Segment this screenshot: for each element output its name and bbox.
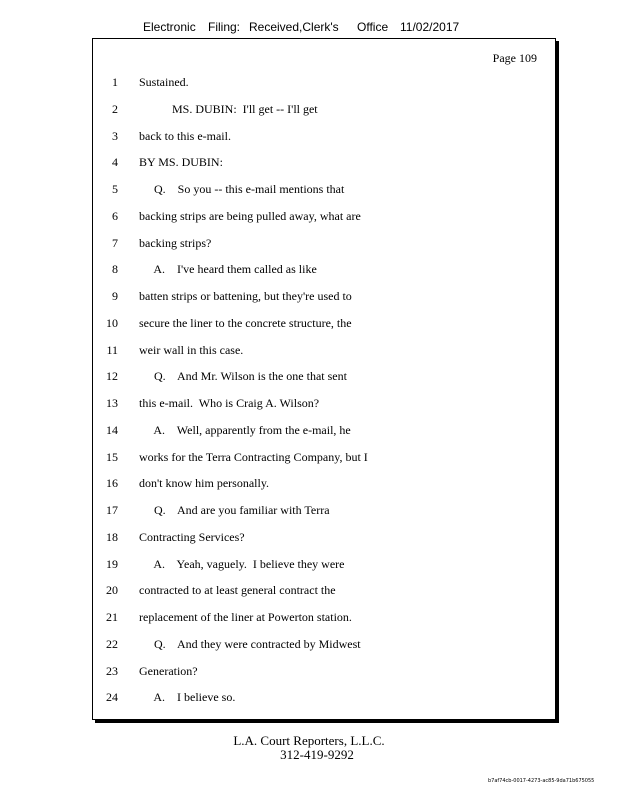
document-id: b7af74cb-0017-4273-ac85-9da71b675055	[488, 778, 595, 784]
transcript-line	[93, 75, 553, 93]
transcript-line	[93, 236, 553, 254]
transcript-line	[93, 450, 553, 468]
line-number: 21	[106, 610, 118, 624]
line-number: 11	[106, 342, 118, 357]
line-text: BY MS. DUBIN:	[139, 155, 223, 170]
line-text: A. I've heard them called as like	[139, 262, 317, 277]
line-number: 18	[106, 529, 118, 544]
line-number: 13	[106, 396, 118, 410]
line-text: Q. And are you familiar with Terra	[139, 503, 330, 517]
filing-header	[0, 20, 618, 36]
line-text: Q. So you -- this e-mail mentions that	[139, 182, 345, 196]
line-text: replacement of the liner at Powerton station.	[139, 610, 352, 624]
line-number: 3	[112, 128, 118, 143]
transcript-line	[93, 583, 553, 601]
transcript-line	[93, 396, 553, 414]
footer-company: L.A. Court Reporters, L.L.C.	[233, 733, 385, 748]
header-office: Office	[357, 20, 389, 34]
line-text: batten strips or battening, but they're used to	[139, 289, 352, 303]
header-date: 11/02/2017	[400, 20, 460, 34]
transcript-line	[93, 610, 553, 628]
line-text: secure the liner to the concrete structure, the	[139, 315, 352, 330]
page-number: Page 109	[492, 51, 537, 65]
line-number: 22	[106, 636, 118, 651]
transcript-line	[93, 503, 553, 521]
line-number: 2	[112, 101, 118, 116]
header-filing: Filing:	[208, 20, 241, 34]
line-text: backing strips are being pulled away, what are	[139, 208, 361, 223]
line-text: contracted to at least general contract the	[139, 583, 336, 598]
transcript-line	[93, 262, 553, 280]
line-text: A. I believe so.	[139, 690, 236, 705]
line-number: 6	[112, 208, 118, 223]
transcript-line	[93, 316, 553, 334]
line-text: works for the Terra Contracting Company, but I	[139, 449, 368, 464]
transcript-line	[93, 369, 553, 387]
header-electronic: Electronic	[143, 20, 196, 34]
transcript-line	[93, 182, 553, 200]
line-number: 1	[112, 75, 118, 89]
transcript-line	[93, 557, 553, 575]
line-number: 17	[106, 503, 118, 517]
line-number: 9	[112, 289, 118, 303]
line-number: 10	[106, 315, 118, 330]
transcript-line	[93, 530, 553, 548]
line-number: 7	[112, 235, 118, 250]
line-number: 4	[112, 155, 118, 170]
line-text: backing strips?	[139, 235, 212, 250]
line-text: Generation?	[139, 663, 198, 678]
line-number: 12	[106, 369, 118, 384]
line-number: 16	[106, 476, 118, 491]
line-text: weir wall in this case.	[139, 342, 244, 357]
line-number: 23	[106, 663, 118, 678]
line-text: MS. DUBIN: I'll get -- I'll get	[139, 101, 318, 116]
transcript-line	[93, 129, 553, 147]
header-received: Received,Clerk's	[249, 20, 339, 34]
line-number: 19	[106, 556, 118, 571]
transcript-line	[93, 476, 553, 494]
line-number: 24	[106, 690, 118, 705]
transcript-line	[93, 289, 553, 307]
line-text: Sustained.	[139, 75, 189, 89]
transcript-line	[93, 155, 553, 173]
line-number: 14	[106, 422, 118, 437]
line-text: this e-mail. Who is Craig A. Wilson?	[139, 396, 320, 410]
line-number: 8	[112, 262, 118, 277]
line-number: 20	[106, 583, 118, 598]
transcript-page	[92, 38, 556, 720]
line-text: Contracting Services?	[139, 529, 245, 544]
transcript-line	[93, 690, 553, 708]
line-text: don't know him personally.	[139, 476, 270, 491]
transcript-line	[93, 102, 553, 120]
line-text: Q. And Mr. Wilson is the one that sent	[139, 369, 347, 384]
footer-phone: 312-419-9292	[280, 747, 354, 762]
line-text: A. Yeah, vaguely. I believe they were	[139, 556, 345, 571]
line-number: 5	[112, 182, 118, 196]
line-text: back to this e-mail.	[139, 128, 231, 143]
transcript-line	[93, 664, 553, 682]
line-text: A. Well, apparently from the e-mail, he	[139, 422, 351, 437]
transcript-line	[93, 209, 553, 227]
line-text: Q. And they were contracted by Midwest	[139, 636, 361, 651]
transcript-line	[93, 637, 553, 655]
transcript-line	[93, 343, 553, 361]
line-number: 15	[106, 449, 118, 464]
transcript-line	[93, 423, 553, 441]
